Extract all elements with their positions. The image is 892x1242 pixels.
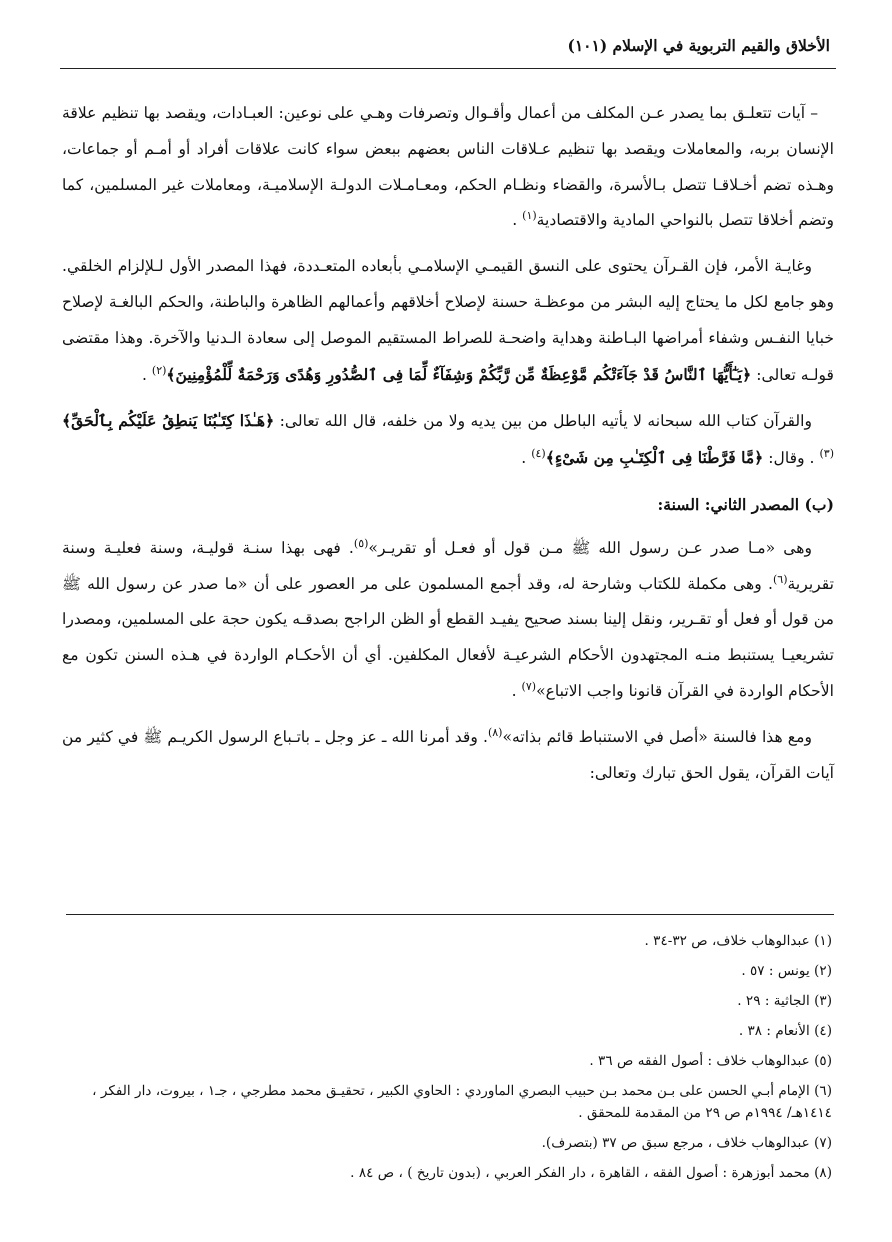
main-text <box>62 96 834 801</box>
footnote-ref-2[interactable]: (٢) <box>151 363 167 377</box>
footnote-6: (٦) الإمام أبـي الحسن على بـن محمد بـن حبيب البصري الماوردي : الحاوي الكبير ، تحقيـق محمد مطرجي ، جـ١ ، بيروت، دار الفكر ، ١٤١٤هـ/ ١٩٩٤م ص ٢٩ من المقدمة للمحقق . <box>92 1083 832 1121</box>
paragraph-quran-source <box>62 249 834 393</box>
paragraph-tail: . <box>511 681 522 700</box>
footnote-3: (٣) الجاثية : ٢٩ . <box>737 993 832 1009</box>
footnote-ref-8[interactable]: (٨) <box>487 725 503 739</box>
paragraph-tail: . <box>141 365 152 384</box>
footnote-ref-3[interactable]: (٣) <box>819 446 834 460</box>
footnotes-list <box>62 930 832 1192</box>
footnote-ref-7[interactable]: (٧) <box>521 679 537 693</box>
paragraph-text: وغايـة الأمر، فإن القـرآن يحتوى على النسق القيمـي الإسلامـي بأبعاده المتعـددة، فهذا المصدر الأول لـلإلزام الخلقي. وهو جامع لكل ما يحتاج إليه البشر من موعظـة حسنة لإصلاح أخلاقهم وأعمالهم الظاهرة والباطنة، والحكم البالغـة لإصلاح خبايا النفـس وشفاء أمراضها البـاطنة وهداية واضحـة للصراط المستقيم الموصل إلى سعادة الـدنيا والآخرة. وهذا مقتضى قولـه تعالى: <box>62 257 834 384</box>
paragraph-text-2: . فهى بهذا سنـة قوليـة، وسنة فعليـة وسنة تقريرية <box>62 538 834 593</box>
paragraph-text: ومع هذا فالسنة «أصل في الاستنباط قائم بذاته» <box>502 727 812 746</box>
paragraph-verses-conduct <box>62 96 834 239</box>
footnote-8: (٨) محمد أبوزهرة : أصول الفقه ، القاهرة ، دار الفكر العربي ، (بدون تاريخ ) ، ص ٨٤ . <box>350 1165 832 1181</box>
quran-verse-anam: ﴿مَّا فَرَّطْنَا فِى ٱلْكِتَـٰبِ مِن شَىْءٍ﴾ <box>545 448 764 468</box>
footnote-ref-6[interactable]: (٦) <box>773 572 788 586</box>
footnote-ref-1[interactable]: (١) <box>522 209 537 223</box>
footnote-divider <box>66 914 834 915</box>
paragraph-text-2: . وقد أمرنا الله ـ عز وجل ـ باتـباع الرسول الكريـم ﷺ في كثير من آيات القرآن، يقول الحق تبارك وتعالى: <box>62 727 834 782</box>
footnote-5: (٥) عبدالوهاب خلاف : أصول الفقه ص ٣٦ . <box>589 1053 832 1069</box>
paragraph-text-mid: . وقال: <box>763 449 820 468</box>
paragraph-tail: . <box>521 449 532 468</box>
running-header: الأخلاق والقيم التربوية في الإسلام (١٠١) <box>567 36 830 55</box>
footnote-2: (٢) يونس : ٥٧ . <box>741 963 832 979</box>
paragraph-text: والقرآن كتاب الله سبحانه لا يأتيه الباطل من بين يديه ولا من خلفه، قال الله تعالى: <box>274 412 812 431</box>
paragraph-tail: . <box>512 211 523 230</box>
quran-verse-jathiya: ﴿هَـٰذَا كِتَـٰبُنَا يَنطِقُ عَلَيْكُم بِٱلْحَقِّ﴾ <box>62 411 275 431</box>
footnote-ref-5[interactable]: (٥) <box>353 536 369 550</box>
paragraph-sunnah-origin <box>62 720 834 792</box>
paragraph-text: – آيات تتعلـق بما يصدر عـن المكلف من أعمال وأقـوال وتصرفات وهـي على نوعين: العبـادات، ويقصد بها تنظيم علاقة الإنسان بربه، والمعاملات ويقصد بها تنظيم عـلاقات الناس بعضهم ببعض سواء كانت علاقات أفراد أو أمـم أو جماعات، وهـذه تضم أخـلاقـا تتصل بـالأسرة، والقضاء ونظـام الحكم، ومعـامـلات الدولـة الإسلاميـة، ومعاملات غير المسلمين، كما وتضم أخلاقا تتصل بالنواحي المادية والاقتصادية <box>62 104 834 230</box>
header-divider <box>60 68 836 69</box>
section-heading-sunnah: (ب) المصدر الثاني: السنة: <box>657 494 834 514</box>
footnote-4: (٤) الأنعام : ٣٨ . <box>738 1023 832 1039</box>
paragraph-text-3: . وهى مكملة للكتاب وشارحة له، وقد أجمع المسلمون على مر العصور على أن «ما صدر عن رسول الله ﷺ من قول أو فعل أو تقـرير، ونقل إلينا بسند صحيح يفيـد القطع أو الظن الراجح بصدقـه يكون حجة على المسلمين، ومصدرا تشريعيـا يستنبط منـه المجتهدون الأحكام الشرعيـة لأفعال المكلفين. أي أن الأحكـام الواردة في هـذه السنن تكون مع الأحكام الواردة في القرآن قانونا واجب الاتباع» <box>62 574 834 700</box>
paragraph-sunnah-definition <box>62 531 834 710</box>
paragraph-quran-book <box>62 403 834 477</box>
footnote-7: (٧) عبدالوهاب خلاف ، مرجع سبق ص ٣٧ (بتصرف). <box>541 1135 832 1151</box>
paragraph-text: وهى «مـا صدر عـن رسول الله ﷺ مـن قول أو فعـل أو تقريـر» <box>368 538 812 557</box>
footnote-ref-4[interactable]: (٤) <box>531 446 546 460</box>
footnote-1: (١) عبدالوهاب خلاف، ص ٣٢-٣٤ . <box>644 933 832 949</box>
quran-verse-yunus: ﴿يَـٰٓأَيُّهَا ٱلنَّاسُ قَدْ جَآءَتْكُم مَّوْعِظَةٌ مِّن رَّبِّكُمْ وَشِفَآءٌ لِّمَا فِى ٱلصُّدُورِ وَهُدًى وَرَحْمَةٌ لِّلْمُؤْمِنِينَ﴾ <box>166 364 752 384</box>
